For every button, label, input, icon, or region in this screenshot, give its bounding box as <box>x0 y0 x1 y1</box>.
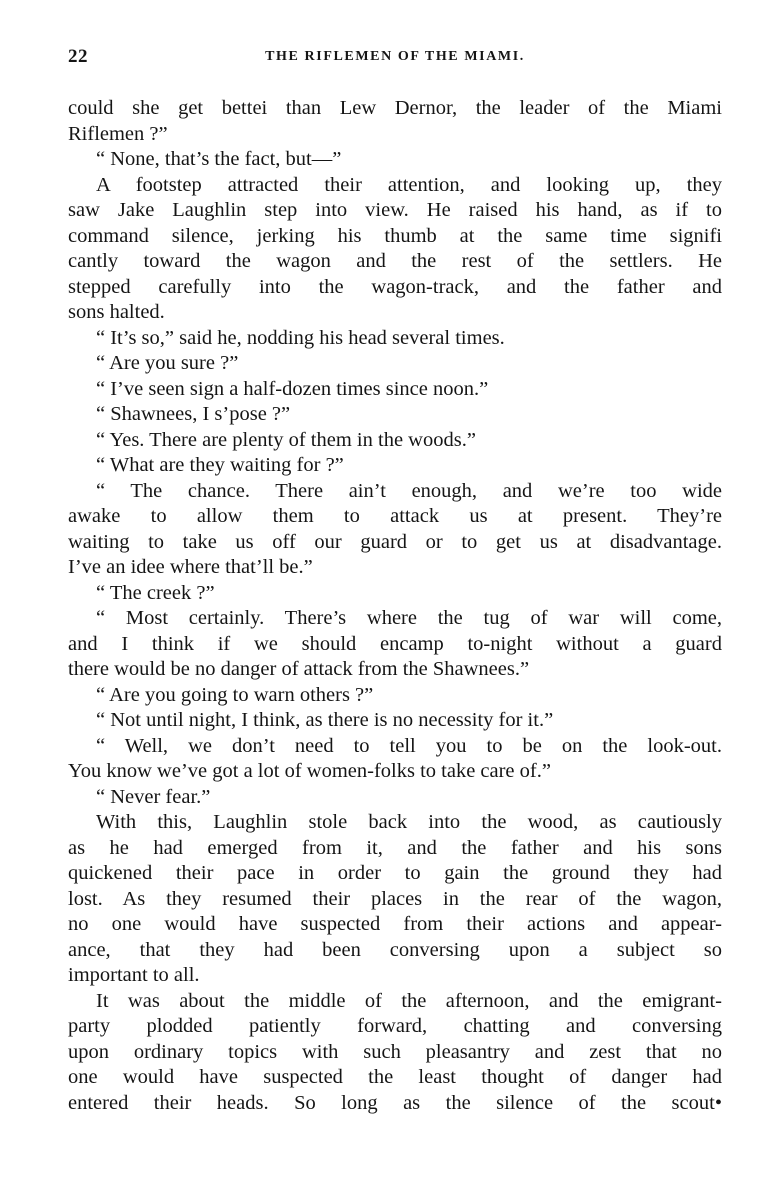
text-line: “ The creek ?” <box>96 581 215 604</box>
text-line: saw Jake Laughlin step into view. He raised his hand, as if to <box>68 199 722 221</box>
text-line: “ None, that’s the fact, but—” <box>96 148 342 170</box>
text-line: “ Yes. There are plenty of them in the woods.” <box>96 428 476 451</box>
running-head <box>68 46 722 72</box>
text-line: important to all. <box>68 964 200 986</box>
text-line: “ Are you sure ?” <box>96 352 239 374</box>
text-line: lost. As they resumed their places in the rear of the wagon, <box>68 887 722 910</box>
text-line: You know we’ve got a lot of women-folks to take care of.” <box>68 760 551 782</box>
text-line: command silence, jerking his thumb at the same time signifi <box>68 224 722 247</box>
text-line: “ I’ve seen sign a half-dozen times since noon.” <box>96 377 489 400</box>
text-line: “ Not until night, I think, as there is no necessity for it.” <box>96 709 554 731</box>
text-line: “ Are you going to warn others ?” <box>96 683 374 706</box>
text-line: sons halted. <box>68 301 165 323</box>
body-text <box>68 96 722 1116</box>
text-line: cantly toward the wagon and the rest of the settlers. He <box>68 250 722 272</box>
text-line: could she get bettei than Lew Dernor, the leader of the Miami <box>68 97 722 119</box>
text-line: stepped carefully into the wagon-track, and the father and <box>68 275 722 298</box>
text-line: there would be no danger of attack from the Shawnees.” <box>68 658 530 680</box>
text-line: quickened their pace in order to gain the ground they had <box>68 862 722 884</box>
text-line: “ It’s so,” said he, nodding his head several times. <box>96 326 505 349</box>
text-line: “ The chance. There ain’t enough, and we’re too wide <box>96 479 722 502</box>
text-line: waiting to take us off our guard or to get us at disadvantage. <box>68 530 722 553</box>
text-line: party plodded patiently forward, chatting and conversing <box>68 1015 722 1037</box>
text-line: Riflemen ?” <box>68 122 168 145</box>
text-line: I’ve an idee where that’ll be.” <box>68 556 313 578</box>
text-line: It was about the middle of the afternoon, and the emigrant- <box>96 989 722 1012</box>
page-number: 22 <box>68 46 88 67</box>
text-line: “ Shawnees, I s’pose ?” <box>96 403 291 425</box>
text-line: as he had emerged from it, and the father and his sons <box>68 836 722 859</box>
text-line: “ Most certainly. There’s where the tug of war will come, <box>96 607 722 629</box>
text-line: “ Never fear.” <box>96 785 211 808</box>
running-title: THE RIFLEMEN OF THE MIAMI. <box>265 49 525 64</box>
text-line: With this, Laughlin stole back into the wood, as cautiously <box>96 811 722 833</box>
text-line: “ Well, we don’t need to tell you to be on the look-out. <box>96 734 722 757</box>
text-line: and I think if we should encamp to-night without a guard <box>68 632 722 655</box>
text-line: “ What are they waiting for ?” <box>96 454 344 476</box>
text-line: A footstep attracted their attention, and looking up, they <box>96 173 722 196</box>
text-line: upon ordinary topics with such pleasantry and zest that no <box>68 1040 722 1063</box>
text-line: awake to allow them to attack us at present. They’re <box>68 505 722 527</box>
text-line: one would have suspected the least thought of danger had <box>68 1066 722 1088</box>
text-line: ance, that they had been conversing upon a subject so <box>68 938 722 961</box>
text-line: no one would have suspected from their actions and appear- <box>68 913 722 935</box>
text-line: entered their heads. So long as the silence of the scout• <box>68 1091 722 1114</box>
